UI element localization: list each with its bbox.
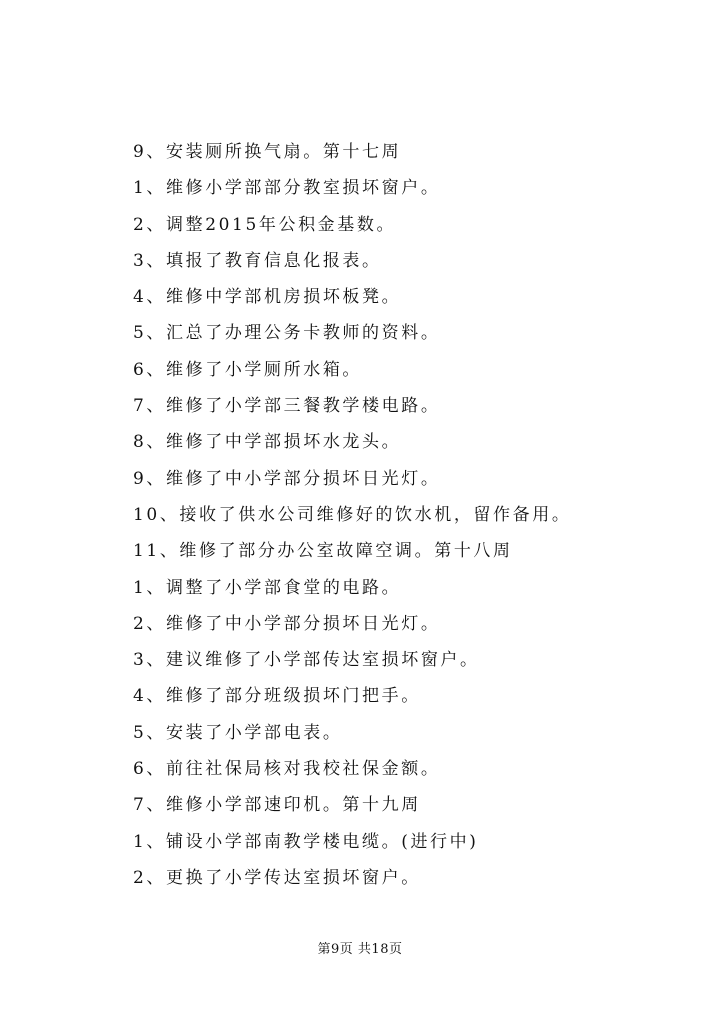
log-line: 1、调整了小学部食堂的电路。 [133, 577, 402, 598]
log-line: 4、维修了部分班级损坏门把手。 [133, 686, 421, 707]
log-line: 1、维修小学部部分教室损坏窗户。 [133, 178, 441, 199]
log-line: 9、安装厕所换气扇。第十七周 [133, 142, 402, 162]
log-line: 1、铺设小学部南教学楼电缆。(进行中) [133, 831, 479, 852]
log-line: 4、维修中学部机房损坏板凳。 [133, 287, 402, 308]
work-log-list [133, 134, 693, 896]
page-footer: 第9页 共18页 [317, 942, 403, 957]
log-line: 3、建议维修了小学部传达室损坏窗户。 [133, 650, 480, 671]
log-line: 11、维修了部分办公室故障空调。第十八周 [133, 541, 513, 562]
log-line: 2、更换了小学传达室损坏窗户。 [133, 867, 421, 888]
log-line: 5、安装了小学部电表。 [133, 722, 343, 743]
log-line: 2、调整2015年公积金基数。 [133, 214, 397, 235]
log-line: 7、维修了小学部三餐教学楼电路。 [133, 396, 441, 417]
log-line: 7、维修小学部速印机。第十九周 [133, 795, 421, 816]
log-line: 5、汇总了办理公务卡教师的资料。 [133, 323, 441, 344]
log-line: 2、维修了中小学部分损坏日光灯。 [133, 613, 441, 634]
log-line: 8、维修了中学部损坏水龙头。 [133, 432, 402, 453]
log-line: 10、接收了供水公司维修好的饮水机，留作备用。 [133, 504, 572, 525]
log-line: 9、维修了中小学部分损坏日光灯。 [133, 468, 441, 489]
log-line: 6、前往社保局核对我校社保金额。 [133, 759, 441, 780]
log-line: 3、填报了教育信息化报表。 [133, 250, 382, 271]
log-line: 6、维修了小学厕所水箱。 [133, 359, 363, 380]
